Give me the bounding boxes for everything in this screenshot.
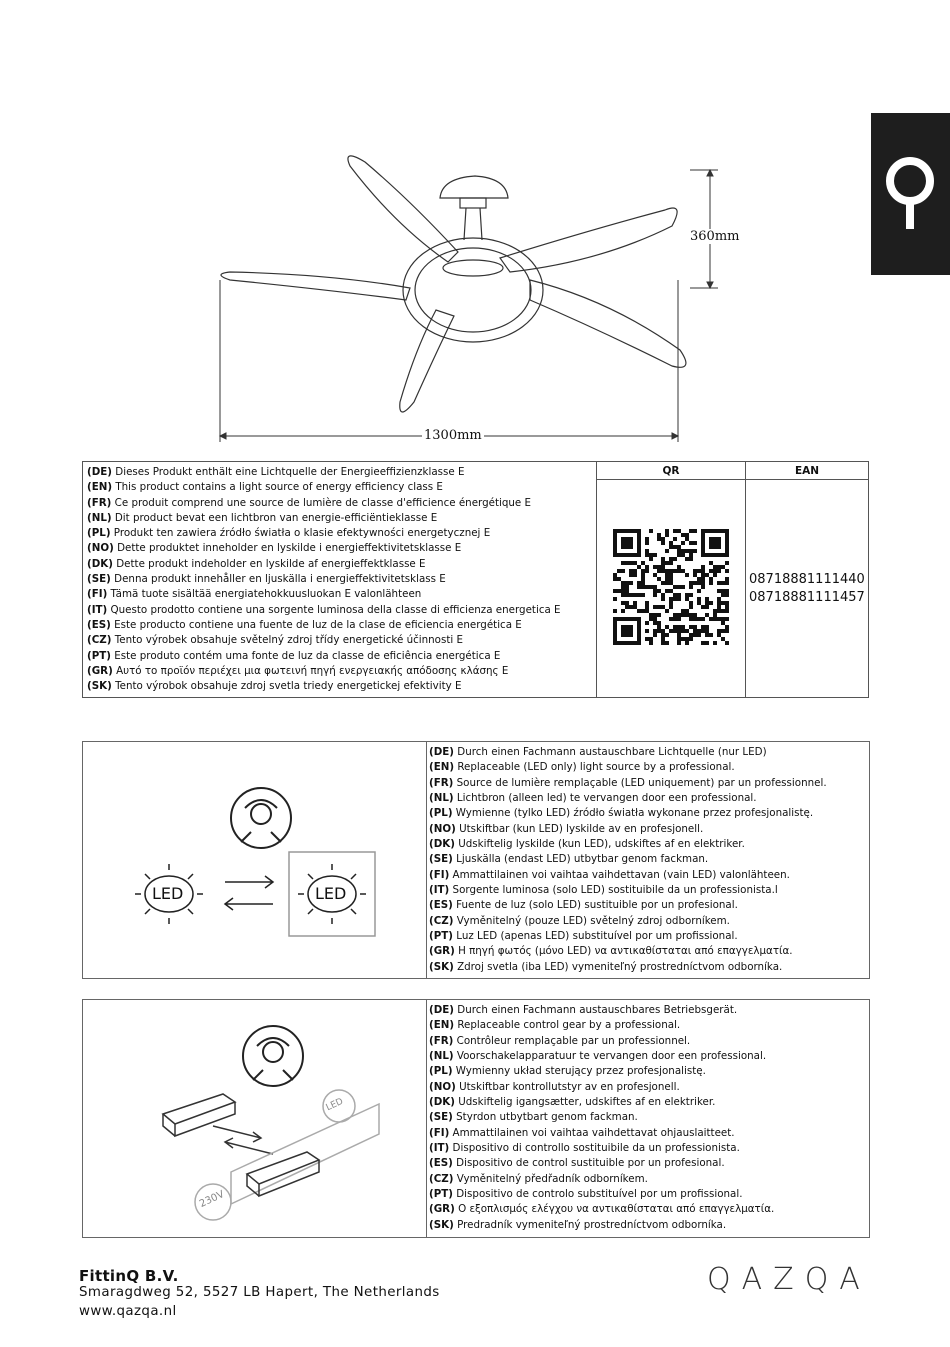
text-line: (DK) Udskiftelig lyskilde (kun LED), udskiftes af en elektriker. [429, 838, 745, 851]
text-line: (SE) Styrdon utbytbart genom fackman. [429, 1111, 638, 1124]
replaceable-light-source-box [82, 741, 870, 979]
text-line: (NL) Lichtbron (alleen led) te vervangen door een professional. [429, 792, 757, 805]
energy-line: (NL) Dit product bevat een lichtbron van energie-efficiëntieklasse E [87, 511, 438, 524]
text-line: (SK) Zdroj svetla (iba LED) vymeniteľný prostredníctvom odborníka. [429, 960, 783, 973]
energy-line: (SK) Tento výrobok obsahuje zdroj svetla triedy energetickej efektivity E [87, 680, 462, 693]
technician-icon [243, 1026, 303, 1086]
qazqa-q-logo-icon [880, 155, 940, 235]
text-line: (DK) Udskiftelig igangsætter, udskiftes af en elektriker. [429, 1096, 716, 1109]
text-line: (PL) Wymienne (tylko LED) źródło światła wykonane przez profesjonalistę. [429, 807, 814, 820]
led-badge: LED [324, 1096, 345, 1114]
text-line: (FR) Source de lumière remplaçable (LED uniquement) par un professionnel. [429, 776, 827, 789]
company-address: Smaragdweg 52, 5527 LB Hapert, The Netherlands [79, 1285, 440, 1300]
text-line: (SE) Ljuskälla (endast LED) utbytbar genom fackman. [429, 853, 709, 866]
light-source-illustration [123, 782, 393, 952]
control-gear-text [429, 1003, 774, 1233]
text-line: (CZ) Vyměnitelný (pouze LED) světelný zdroj odborníkem. [429, 914, 730, 927]
qr-cell [597, 480, 746, 698]
text-line: (FR) Contrôleur remplaçable par un professionnel. [429, 1034, 691, 1047]
height-dimension-label: 360mm [690, 229, 740, 244]
energy-class-text-cell [83, 462, 597, 698]
replaceable-control-gear-box [82, 999, 870, 1238]
energy-line: (DE) Dieses Produkt enthält eine Lichtquelle der Energieeffizienzklasse E [87, 466, 465, 478]
led-label-left: LED [152, 884, 184, 903]
qazqa-logo: QAZQA [707, 1262, 871, 1297]
text-line: (PT) Dispositivo de controlo substituível por um profissional. [429, 1188, 743, 1201]
text-line: (DE) Durch einen Fachmann austauschbares Betriebsgerät. [429, 1004, 738, 1016]
ean-cell [746, 480, 869, 698]
text-line: (EN) Replaceable (LED only) light source by a professional. [429, 761, 735, 774]
light-source-text [429, 745, 827, 975]
ean-header: EAN [746, 462, 869, 480]
text-line: (GR) Ο εξοπλισμός ελέγχου να αντικαθίσταται από επαγγελματία. [429, 1203, 775, 1216]
qr-code-icon[interactable] [613, 529, 729, 645]
energy-line: (EN) This product contains a light source of energy efficiency class E [87, 481, 443, 494]
text-line: (NO) Utskiftbar (kun LED) lyskilde av en profesjonell. [429, 822, 704, 835]
energy-line: (FI) Tämä tuote sisältää energiatehokkuusluokan E valonlähteen [87, 588, 422, 601]
ceiling-fan-drawing [210, 140, 770, 450]
energy-line: (IT) Questo prodotto contiene una sorgente luminosa della classe di efficienza energetica E [87, 603, 561, 616]
energy-line: (PT) Este produto contém uma fonte de luz da classe de eficiência energética E [87, 649, 501, 662]
text-line: (EN) Replaceable control gear by a professional. [429, 1019, 681, 1032]
text-line: (ES) Fuente de luz (solo LED) sustituible por un profesional. [429, 899, 738, 912]
technician-icon [231, 788, 291, 848]
text-line: (ES) Dispositivo de control sustituible por un profesional. [429, 1157, 725, 1170]
width-dimension-label: 1300mm [424, 428, 482, 443]
control-gear-illustration [143, 1014, 403, 1224]
voltage-badge: 230V [197, 1189, 227, 1210]
company-website-link[interactable]: www.qazqa.nl [79, 1304, 177, 1319]
energy-line: (GR) Αυτό το προϊόν περιέχει μια φωτεινή πηγή ενεργειακής απόδοσης κλάσης E [87, 664, 509, 677]
company-name: FittinQ B.V. [79, 1267, 179, 1285]
text-line: (IT) Dispositivo di controllo sostituibile da un professionista. [429, 1142, 740, 1155]
text-line: (GR) Η πηγή φωτός (μόνο LED) να αντικαθίσταται από επαγγελματία. [429, 945, 793, 958]
text-line: (CZ) Vyměnitelný předřadník odborníkem. [429, 1172, 648, 1185]
text-line: (SK) Predradník vymeniteľný prostredníctvom odborníka. [429, 1218, 727, 1231]
text-line: (PT) Luz LED (apenas LED) substituível por um profissional. [429, 930, 738, 943]
text-line: (IT) Sorgente luminosa (solo LED) sostituibile da un professionista.l [429, 884, 778, 897]
qr-header: QR [597, 462, 746, 480]
text-line: (PL) Wymienny układ sterujący przez profesjonalistę. [429, 1065, 706, 1078]
text-line: (FI) Ammattilainen voi vaihtaa vaihdettavan (vain LED) valonlähteen. [429, 868, 790, 881]
ean-value: 08718881111457 [749, 589, 865, 605]
energy-line: (ES) Este producto contiene una fuente de luz de la clase de eficiencia energética E [87, 618, 522, 631]
led-label-right: LED [315, 884, 347, 903]
ean-value: 08718881111440 [749, 571, 865, 587]
energy-line: (SE) Denna produkt innehåller en ljuskälla i energieffektivitetsklass E [87, 573, 446, 586]
text-line: (NL) Voorschakelapparatuur te vervangen door een professional. [429, 1050, 767, 1063]
brand-tab [871, 113, 950, 275]
text-line: (NO) Utskiftbar kontrollutstyr av en profesjonell. [429, 1080, 680, 1093]
energy-line: (FR) Ce produit comprend une source de lumière de classe d'efficience énergétique E [87, 496, 532, 509]
energy-label-table [82, 461, 869, 698]
energy-line: (DK) Dette produkt indeholder en lyskilde af energieffektklasse E [87, 557, 426, 570]
energy-line: (CZ) Tento výrobek obsahuje světelný zdroj třídy energetické účinnosti E [87, 634, 464, 647]
text-line: (FI) Ammattilainen voi vaihtaa vaihdettavat ohjauslaitteet. [429, 1126, 735, 1139]
energy-line: (NO) Dette produktet inneholder en lyskilde i energieffektivitetsklasse E [87, 542, 462, 555]
text-line: (DE) Durch einen Fachmann austauschbare Lichtquelle (nur LED) [429, 746, 767, 758]
energy-line: (PL) Produkt ten zawiera źródło światła o klasie efektywności energetycznej E [87, 527, 491, 540]
